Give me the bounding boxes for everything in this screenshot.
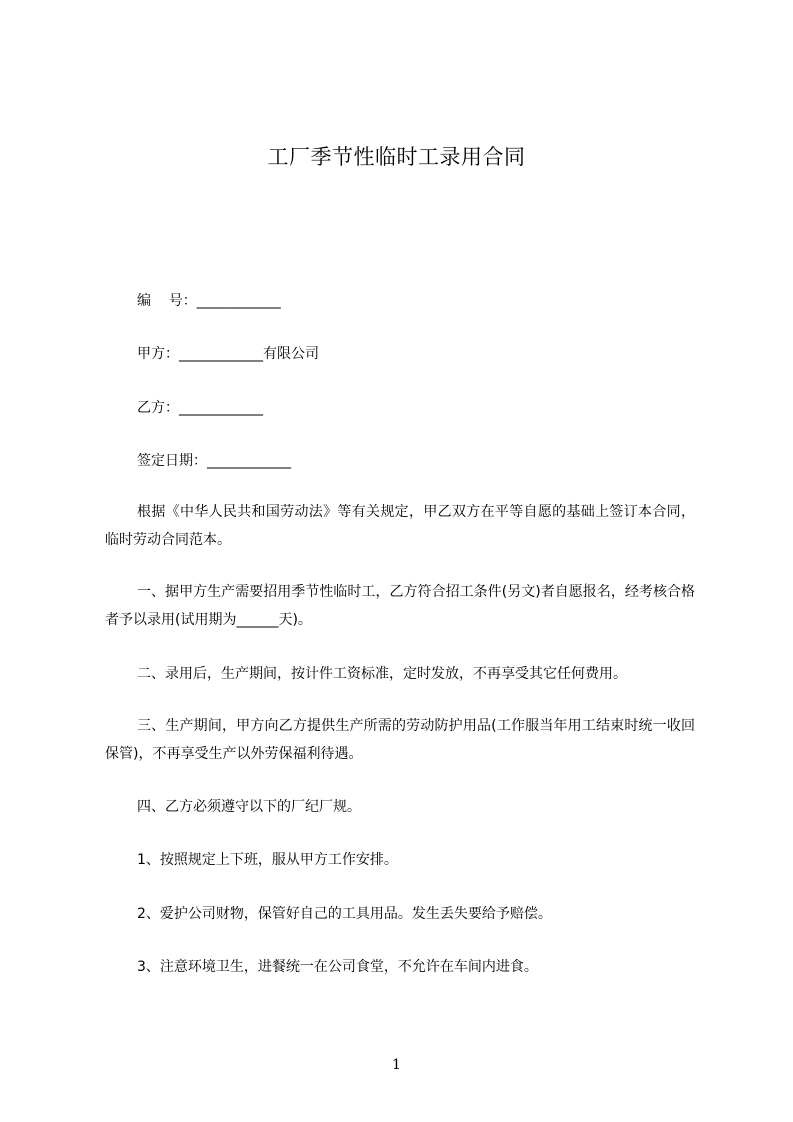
rule-item: 2、爱护公司财物，保管好自己的工具用品。发生丢失要给予赔偿。 [137,906,552,922]
page-number: 1 [392,1057,401,1073]
party-b-field: 乙方：____________ [137,400,263,416]
rule-item: 1、按照规定上下班，服从甲方工作安排。 [137,852,398,868]
clause-3-paragraph: 三、生产期间，甲方向乙方提供生产所需的劳动防护用品(工作服当年用工结束时统一收回保管)，不再享受生产以外劳保福利待遇。 [105,718,695,762]
document-title: 工厂季节性临时工录用合同 [267,145,526,169]
clause-1-paragraph: 一、据甲方生产需要招用季节性临时工，乙方符合招工条件(另文)者自愿报名，经考核合格者予以录用(试用期为______天)。 [105,584,695,628]
contract-number-field: 编 号：____________ [137,293,281,309]
rule-item: 3、注意环境卫生，进餐统一在公司食堂，不允许在车间内进食。 [137,959,538,975]
party-a-field: 甲方：____________有限公司 [137,346,319,362]
intro-paragraph: 根据《中华人民共和国劳动法》等有关规定，甲乙双方在平等自愿的基础上签订本合同，临时劳动合同范本。 [105,504,695,548]
sign-date-field: 签定日期：____________ [137,453,291,469]
clause-2-paragraph: 二、录用后，生产期间，按计件工资标准，定时发放，不再享受其它任何费用。 [137,666,627,682]
clause-4-paragraph: 四、乙方必须遵守以下的厂纪厂规。 [137,799,361,815]
